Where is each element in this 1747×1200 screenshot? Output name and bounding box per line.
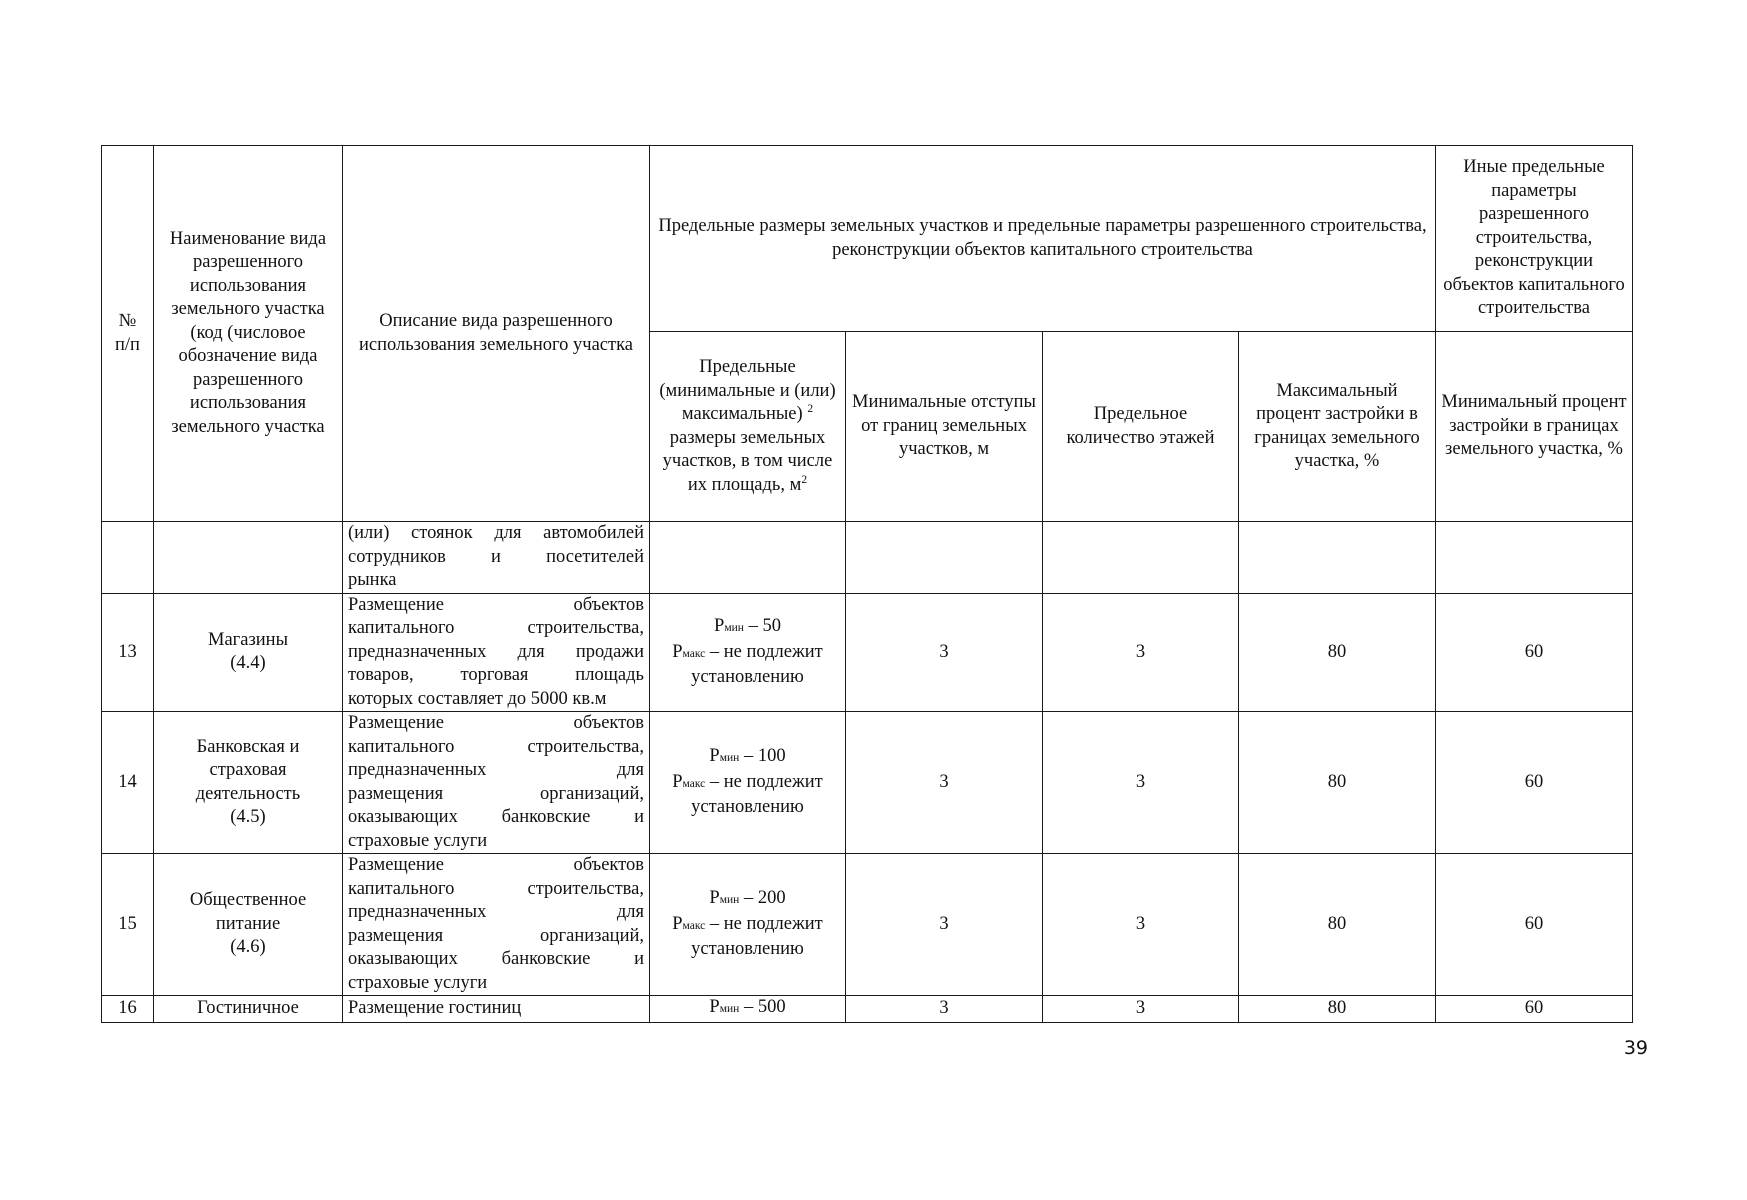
row-name: Общественное питание (4.6) — [154, 854, 343, 996]
row-sizes: Рмин – 500 — [650, 996, 846, 1023]
cell-empty — [1436, 522, 1633, 594]
row-floors: 3 — [1043, 593, 1239, 712]
row-name: Гостиничное — [154, 996, 343, 1023]
header-sizes-main: Предельные (минимальные и (или) максимальные) — [659, 357, 836, 424]
table-row — [102, 593, 1633, 712]
row-sizes: Рмин – 100 Рмакс – не подлежит установлению — [650, 712, 846, 854]
row-num: 15 — [102, 854, 154, 996]
row-description: Размещение объектов капитального строительства, предназначенных для размещения организаций, оказывающих банковские и страховые услуги — [343, 854, 650, 996]
page-number: 39 — [1623, 1037, 1648, 1059]
header-limits-group: Предельные размеры земельных участков и предельные параметры разрешенного строительства, реконструкции объектов капитального строительства — [650, 146, 1436, 332]
header-max-percent: Максимальный процент застройки в границах земельного участка, % — [1239, 332, 1436, 522]
desc-line: сотрудников и посетителей — [348, 546, 644, 567]
table-row — [102, 854, 1633, 996]
table-row-continuation — [102, 522, 1633, 594]
desc-line: (или) стоянок для автомобилей — [348, 523, 644, 543]
header-sizes-rest: размеры земельных участков, в том числе их площадь, м — [662, 427, 833, 495]
row-setback: 3 — [846, 593, 1043, 712]
row-min-percent: 60 — [1436, 712, 1633, 854]
header-description: Описание вида разрешенного использования земельного участка — [343, 146, 650, 522]
header-sizes-footnote: 2 — [807, 402, 814, 415]
cell-empty — [650, 522, 846, 594]
row-max-percent: 80 — [1239, 712, 1436, 854]
row-sizes: Рмин – 200 Рмакс – не подлежит установлению — [650, 854, 846, 996]
header-floors: Предельное количество этажей — [1043, 332, 1239, 522]
cell-empty — [102, 522, 154, 594]
row-max-percent: 80 — [1239, 854, 1436, 996]
header-name: Наименование вида разрешенного использования земельного участка (код (числовое обозначение вида разрешенного использования земельного участка — [154, 146, 343, 522]
row-max-percent: 80 — [1239, 593, 1436, 712]
row-setback: 3 — [846, 712, 1043, 854]
row-description: Размещение объектов капитального строительства, предназначенных для продажи товаров, торговая площадь которых составляет до 5000 кв.м — [343, 593, 650, 712]
row-num: 14 — [102, 712, 154, 854]
cell-empty — [154, 522, 343, 594]
cell-empty — [1043, 522, 1239, 594]
row-min-percent: 60 — [1436, 996, 1633, 1023]
row-num: 13 — [102, 593, 154, 712]
continuation-description — [343, 522, 650, 594]
row-description: Размещение гостиниц — [343, 996, 650, 1023]
row-setback: 3 — [846, 996, 1043, 1023]
table-row — [102, 996, 1633, 1023]
row-setback: 3 — [846, 854, 1043, 996]
row-name: Банковская и страховая деятельность (4.5) — [154, 712, 343, 854]
row-floors: 3 — [1043, 854, 1239, 996]
header-row-1 — [102, 146, 1633, 332]
row-name: Магазины (4.4) — [154, 593, 343, 712]
cell-empty — [846, 522, 1043, 594]
row-min-percent: 60 — [1436, 854, 1633, 996]
row-sizes: Рмин – 50 Рмакс – не подлежит установлению — [650, 593, 846, 712]
land-use-table — [101, 145, 1633, 1023]
row-num: 16 — [102, 996, 154, 1023]
header-other-group: Иные предельные параметры разрешенного строительства, реконструкции объектов капитального строительства — [1436, 146, 1633, 332]
header-setbacks: Минимальные отступы от границ земельных участков, м — [846, 332, 1043, 522]
header-min-percent: Минимальный процент застройки в границах земельного участка, % — [1436, 332, 1633, 522]
row-floors: 3 — [1043, 996, 1239, 1023]
cell-empty — [1239, 522, 1436, 594]
header-sizes-unit-sup: 2 — [801, 473, 808, 486]
header-num: № п/п — [102, 146, 154, 522]
row-description: Размещение объектов капитального строительства, предназначенных для размещения организаций, оказывающих банковские и страховые услуги — [343, 712, 650, 854]
row-min-percent: 60 — [1436, 593, 1633, 712]
row-floors: 3 — [1043, 712, 1239, 854]
desc-line: рынка — [348, 570, 397, 590]
header-sizes — [650, 332, 846, 522]
row-max-percent: 80 — [1239, 996, 1436, 1023]
table-row — [102, 712, 1633, 854]
